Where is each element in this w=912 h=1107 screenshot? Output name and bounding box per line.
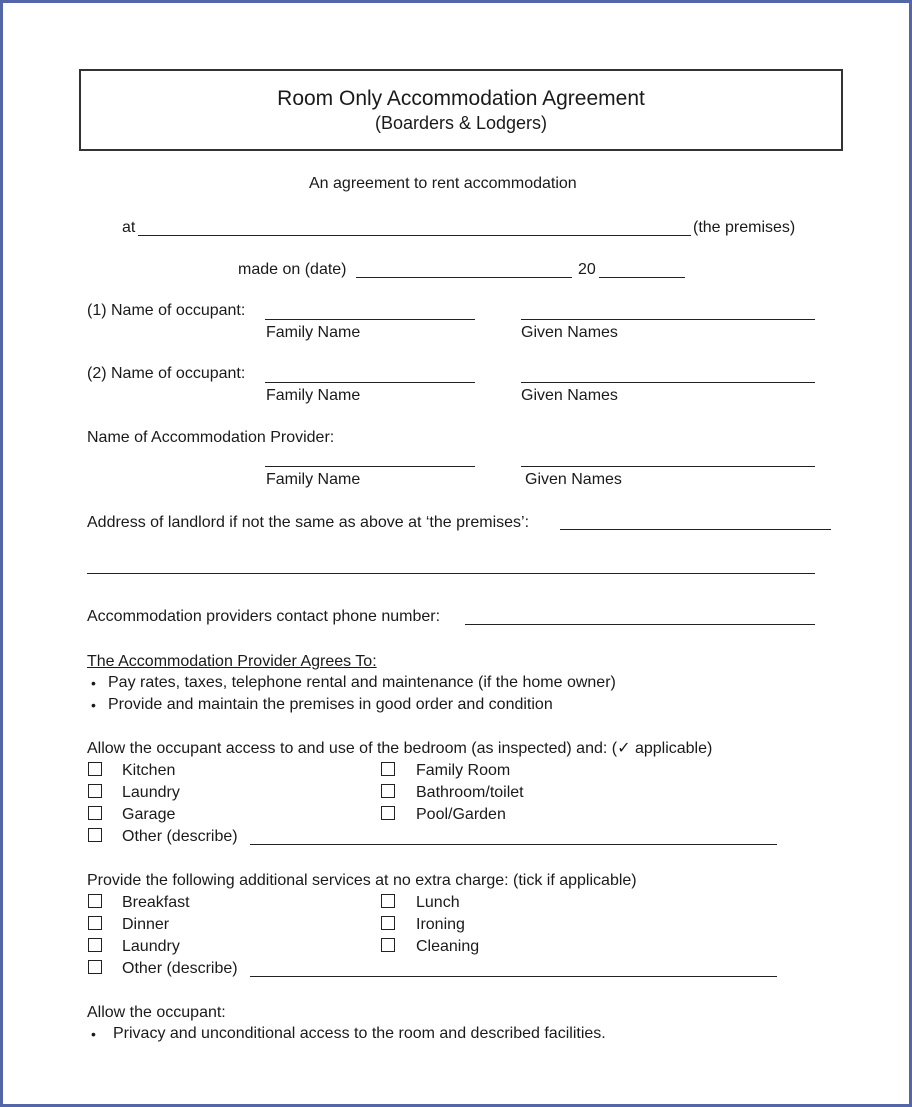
bathroom-label: Bathroom/toilet (416, 784, 524, 801)
cleaning-checkbox[interactable] (381, 938, 395, 952)
bullet-icon: • (91, 675, 96, 691)
services-other-label: Other (describe) (122, 960, 238, 977)
provider-agrees-item: Pay rates, taxes, telephone rental and maintenance (if the home owner) (108, 674, 616, 691)
date-line[interactable] (356, 277, 572, 278)
services-laundry-checkbox[interactable] (88, 938, 102, 952)
allow-heading: Allow the occupant: (87, 1004, 226, 1021)
cleaning-label: Cleaning (416, 938, 480, 955)
landlord-address-label: Address of landlord if not the same as above at ‘the premises’: (87, 514, 530, 531)
at-label: at (122, 219, 136, 236)
occupant1-given-caption: Given Names (521, 324, 618, 341)
kitchen-checkbox[interactable] (88, 762, 102, 776)
occupant1-family-line[interactable] (265, 319, 475, 320)
year-line[interactable] (599, 277, 685, 278)
services-heading: Provide the following additional services at no extra charge: (tick if applicable) (87, 872, 637, 889)
bullet-icon: • (91, 697, 96, 713)
bathroom-checkbox[interactable] (381, 784, 395, 798)
provider-agrees-heading: The Accommodation Provider Agrees To: (87, 653, 377, 670)
breakfast-checkbox[interactable] (88, 894, 102, 908)
provider-label: Name of Accommodation Provider: (87, 429, 335, 446)
provider-family-line[interactable] (265, 466, 475, 467)
ironing-label: Ironing (416, 916, 465, 933)
access-other-label: Other (describe) (122, 828, 238, 845)
occupant2-given-caption: Given Names (521, 387, 618, 404)
provider-given-caption: Given Names (525, 471, 622, 488)
provider-agrees-item: Provide and maintain the premises in good order and condition (108, 696, 553, 713)
access-other-line[interactable] (250, 844, 777, 845)
document-subtitle: (Boarders & Lodgers) (374, 113, 548, 133)
intro-text: An agreement to rent accommodation (309, 175, 577, 192)
kitchen-label: Kitchen (122, 762, 176, 779)
pool-garden-label: Pool/Garden (416, 806, 506, 823)
phone-label: Accommodation providers contact phone number: (87, 608, 441, 625)
occupant2-given-line[interactable] (521, 382, 815, 383)
family-room-checkbox[interactable] (381, 762, 395, 776)
made-on-label: made on (date) (238, 261, 347, 278)
landlord-address-line-1[interactable] (560, 529, 831, 530)
family-room-label: Family Room (416, 762, 511, 779)
dinner-checkbox[interactable] (88, 916, 102, 930)
year-prefix: 20 (578, 261, 596, 278)
premises-suffix: (the premises) (693, 219, 796, 236)
occupant2-label: (2) Name of occupant: (87, 365, 246, 382)
garage-label: Garage (122, 806, 176, 823)
allow-item: Privacy and unconditional access to the room and described facilities. (113, 1025, 606, 1042)
services-other-line[interactable] (250, 976, 777, 977)
services-other-checkbox[interactable] (88, 960, 102, 974)
occupant1-label: (1) Name of occupant: (87, 302, 246, 319)
phone-line[interactable] (465, 624, 815, 625)
landlord-address-line-2[interactable] (87, 573, 815, 574)
lunch-label: Lunch (416, 894, 460, 911)
laundry-label: Laundry (122, 784, 180, 801)
dinner-label: Dinner (122, 916, 170, 933)
garage-checkbox[interactable] (88, 806, 102, 820)
occupant2-family-caption: Family Name (266, 387, 361, 404)
laundry-checkbox[interactable] (88, 784, 102, 798)
pool-garden-checkbox[interactable] (381, 806, 395, 820)
premises-address-line[interactable] (138, 235, 691, 236)
occupant1-family-caption: Family Name (266, 324, 361, 341)
provider-family-caption: Family Name (266, 471, 361, 488)
services-laundry-label: Laundry (122, 938, 180, 955)
bullet-icon: • (91, 1026, 96, 1042)
ironing-checkbox[interactable] (381, 916, 395, 930)
occupant1-given-line[interactable] (521, 319, 815, 320)
document-title: Room Only Accommodation Agreement (277, 87, 645, 110)
title-box (79, 69, 843, 151)
provider-given-line[interactable] (521, 466, 815, 467)
access-heading: Allow the occupant access to and use of the bedroom (as inspected) and: (✓ applicable) (87, 740, 713, 757)
access-other-checkbox[interactable] (88, 828, 102, 842)
occupant2-family-line[interactable] (265, 382, 475, 383)
breakfast-label: Breakfast (122, 894, 190, 911)
lunch-checkbox[interactable] (381, 894, 395, 908)
